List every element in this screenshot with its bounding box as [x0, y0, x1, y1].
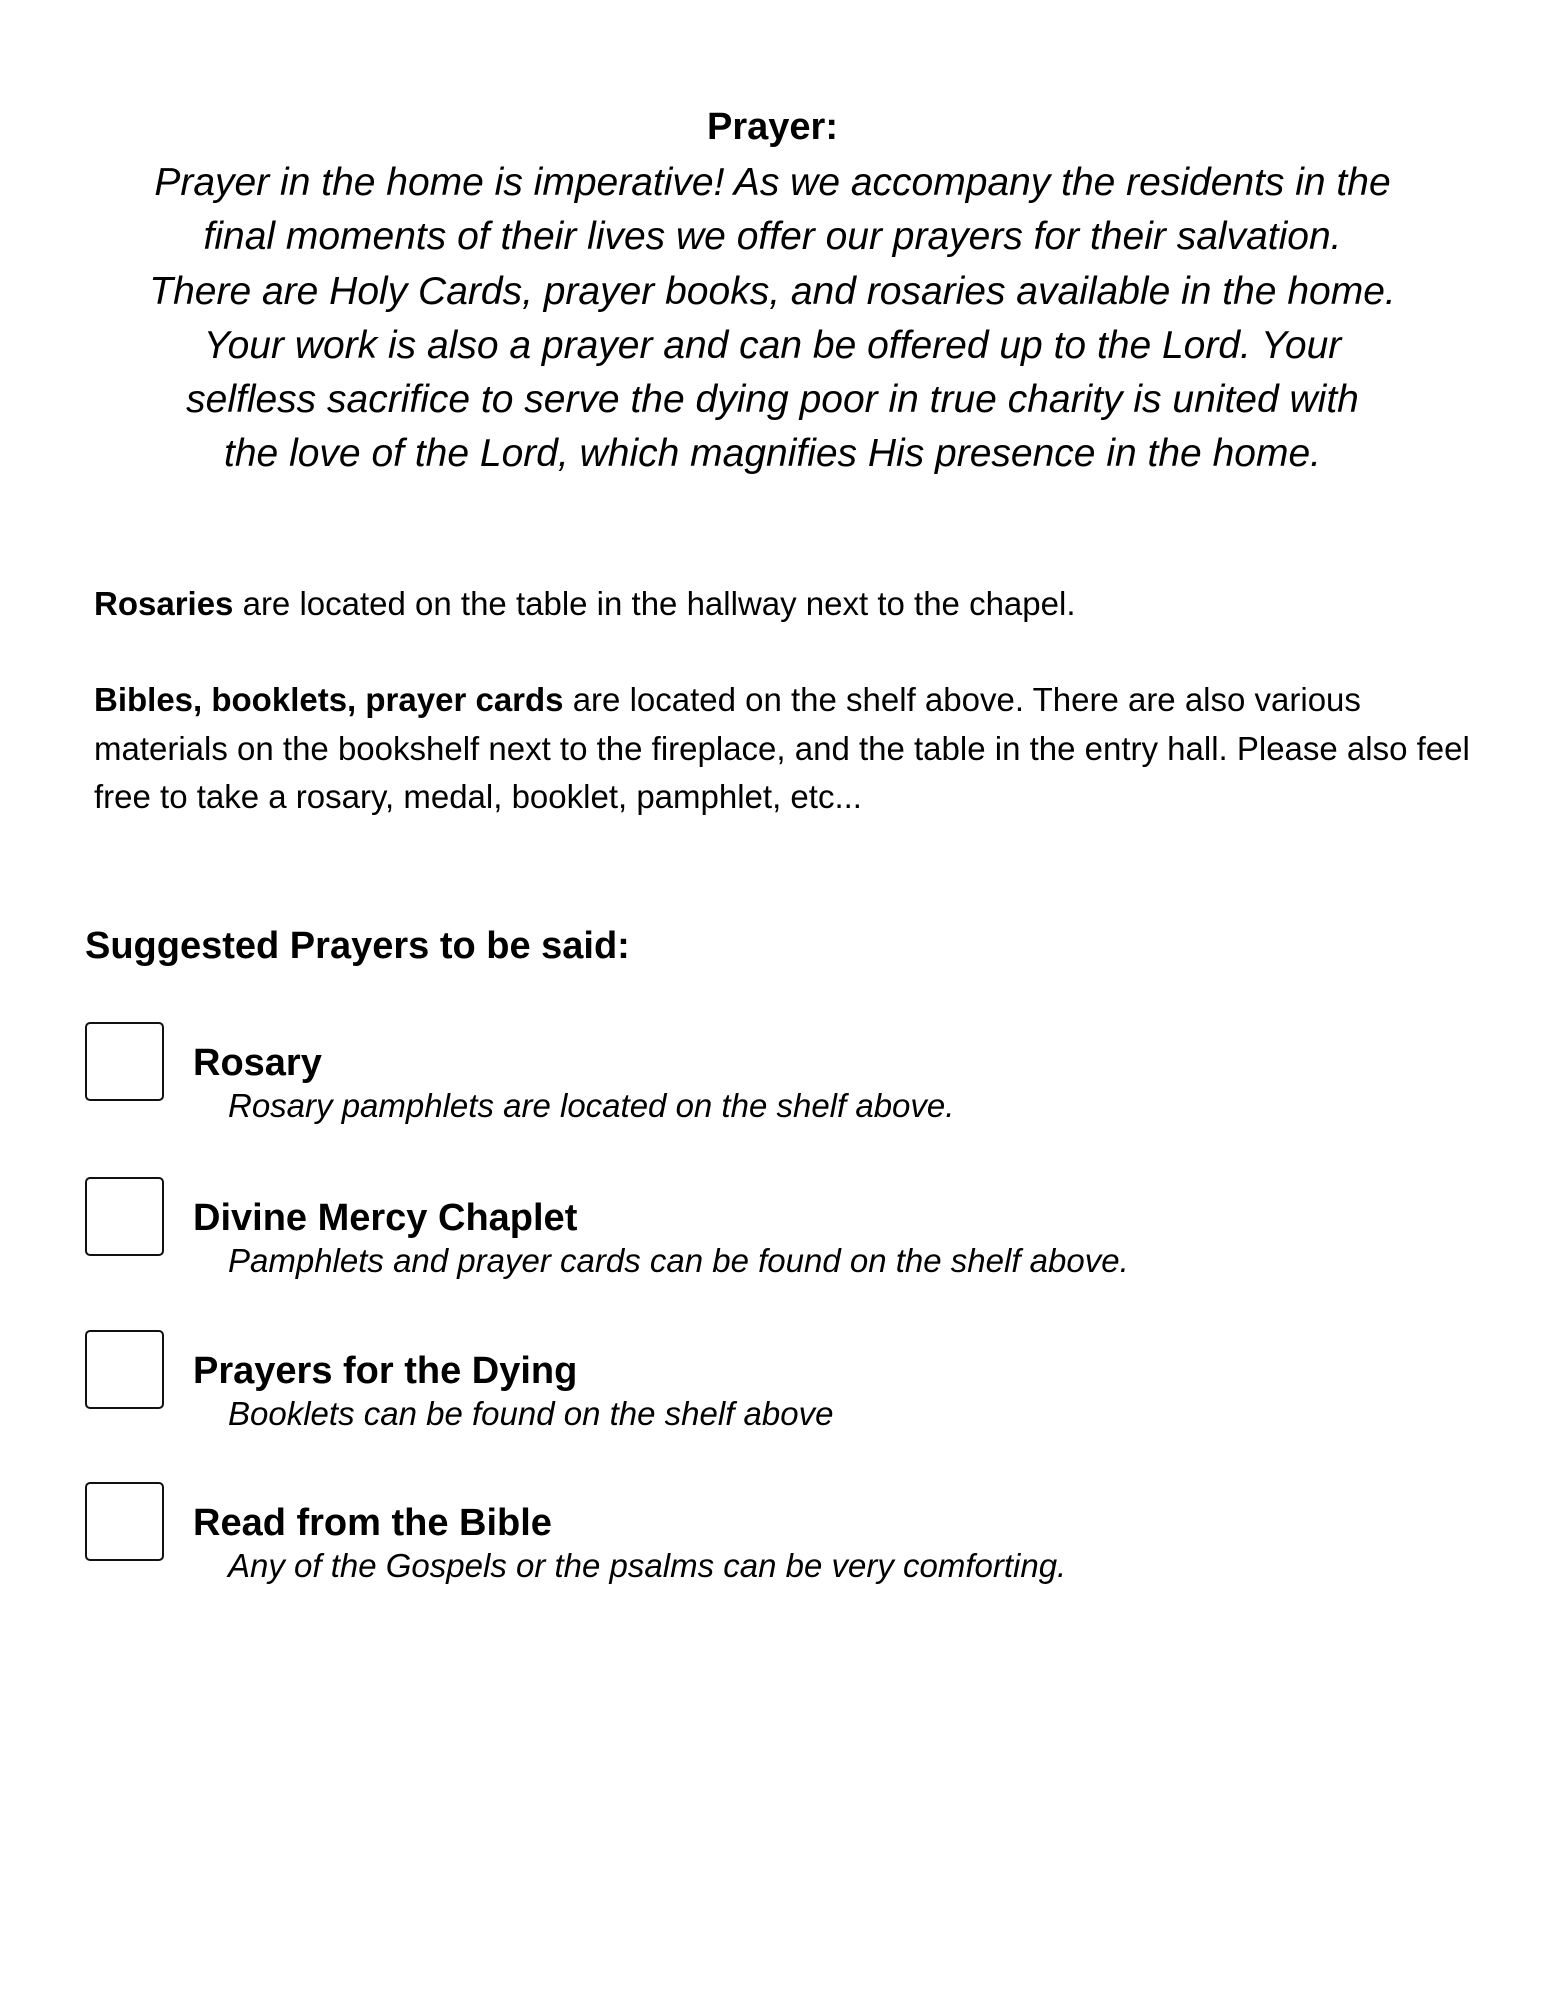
- materials-paragraph: [94, 676, 1494, 822]
- intro-line: selfless sacrifice to serve the dying poor in true charity is united with: [186, 378, 1359, 422]
- rosaries-label: Rosaries: [94, 585, 234, 622]
- page-title: Prayer:: [707, 106, 838, 148]
- checkbox[interactable]: [85, 1482, 164, 1561]
- intro-line: final moments of their lives we offer our prayers for their salvation.: [203, 215, 1342, 259]
- intro-line: Your work is also a prayer and can be offered up to the Lord. Your: [203, 323, 1342, 367]
- item-description: Pamphlets and prayer cards can be found on the shelf above.: [228, 1242, 1129, 1279]
- checkbox[interactable]: [85, 1177, 164, 1256]
- rosaries-paragraph: [94, 580, 1494, 629]
- checklist-item-bible: [85, 1482, 1485, 1592]
- materials-text: are located on the shelf above. There are also various materials on the bookshelf next to the fireplace, and the table in the entry hall. Please also feel free to take a rosary, medal, booklet, pamphlet, etc...: [94, 681, 1470, 815]
- materials-label: Bibles, booklets, prayer cards: [94, 681, 564, 718]
- item-title: Prayers for the Dying: [193, 1350, 578, 1392]
- checklist-heading: Suggested Prayers to be said:: [85, 925, 630, 967]
- intro-line: the love of the Lord, which magnifies His presence in the home.: [224, 432, 1321, 476]
- checklist-item-prayers-dying: [85, 1330, 1485, 1440]
- intro-line: There are Holy Cards, prayer books, and rosaries available in the home.: [149, 269, 1396, 313]
- item-title: Read from the Bible: [193, 1502, 552, 1544]
- item-title: Divine Mercy Chaplet: [193, 1197, 578, 1239]
- intro-line: Prayer in the home is imperative! As we accompany the residents in the: [154, 161, 1391, 204]
- item-description: Rosary pamphlets are located on the shelf above.: [228, 1087, 955, 1124]
- item-description: Booklets can be found on the shelf above: [228, 1395, 834, 1432]
- intro-paragraph: [60, 156, 1485, 482]
- rosaries-text: are located on the table in the hallway next to the chapel.: [233, 585, 1076, 622]
- item-title: Rosary: [193, 1042, 322, 1084]
- checklist-item-rosary: [85, 1022, 1485, 1132]
- checklist-item-divine-mercy: [85, 1177, 1485, 1287]
- item-description: Any of the Gospels or the psalms can be very comforting.: [228, 1547, 1067, 1584]
- checkbox[interactable]: [85, 1022, 164, 1101]
- checkbox[interactable]: [85, 1330, 164, 1409]
